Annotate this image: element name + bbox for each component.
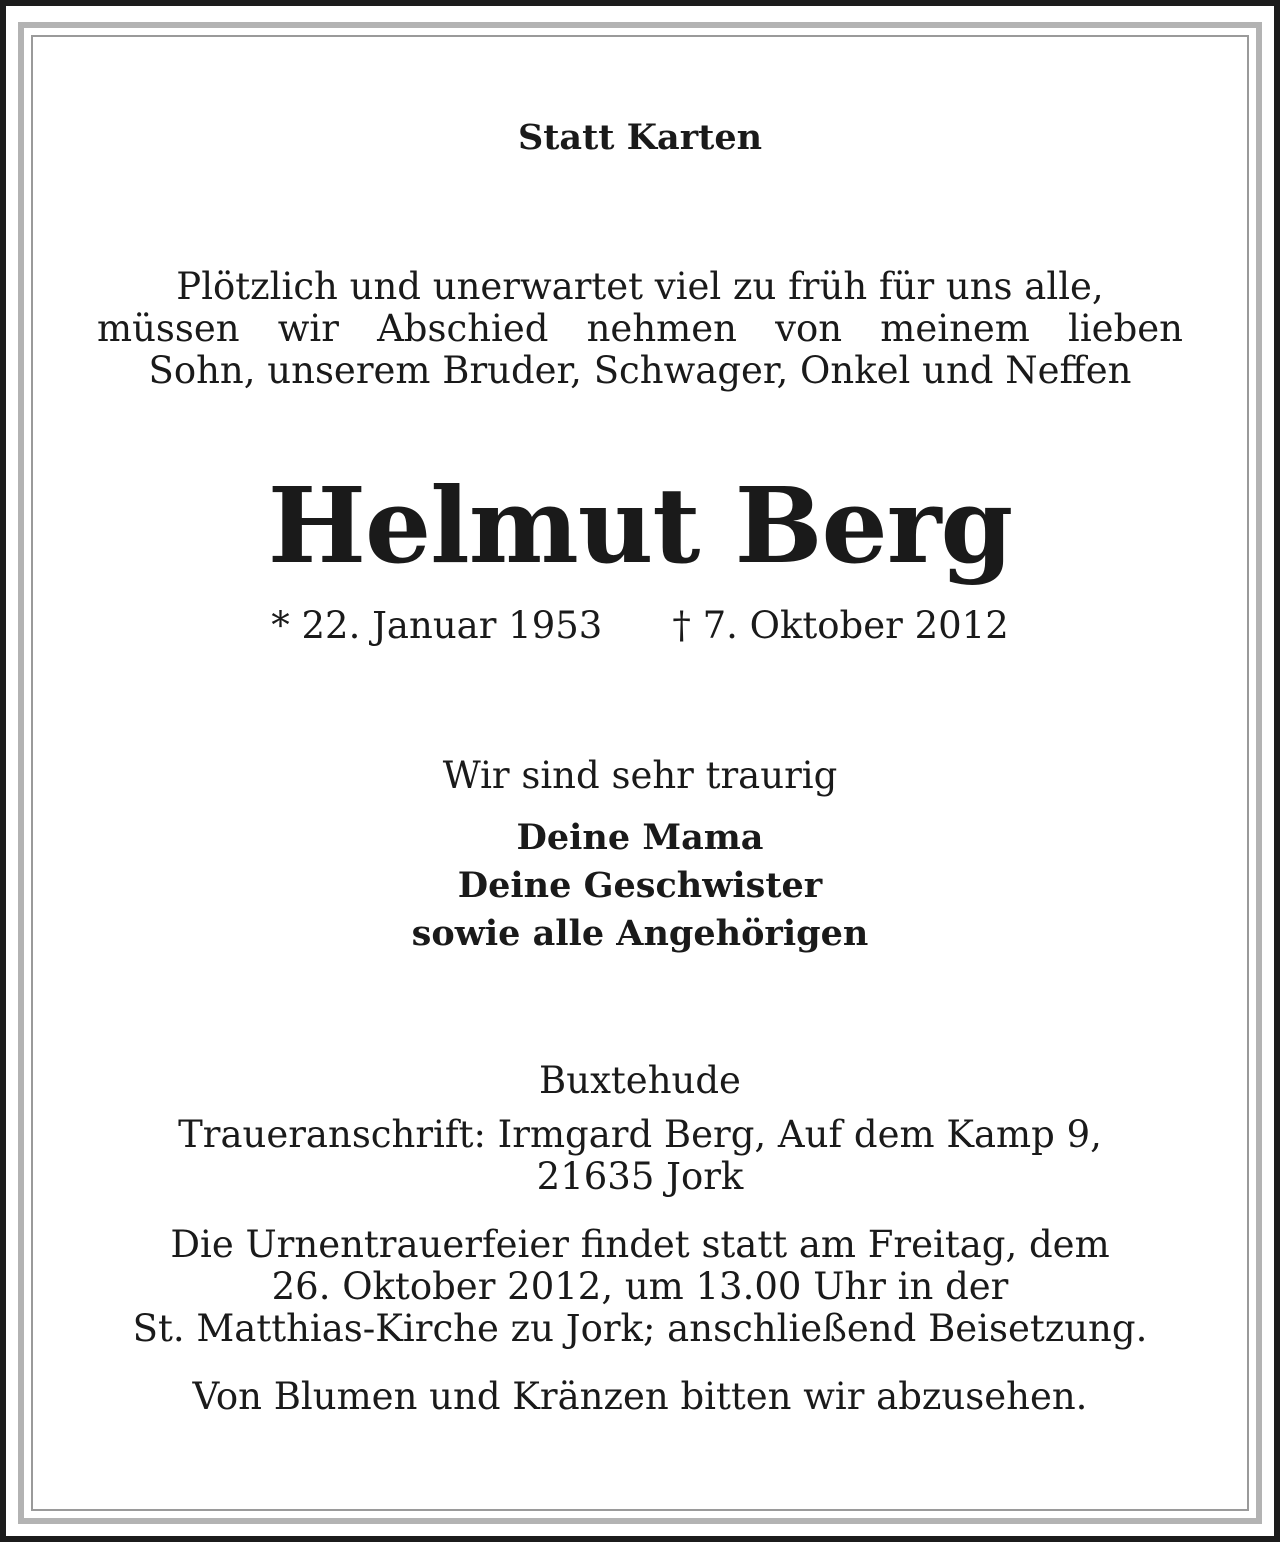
flowers-request: Von Blumen und Kränzen bitten wir abzusehen. [192, 1375, 1088, 1418]
signer-3: sowie alle Angehörigen [411, 913, 869, 954]
address-line-1: Traueranschrift: Irmgard Berg, Auf dem Kamp 9, [178, 1113, 1102, 1156]
header-statt-karten: Statt Karten [517, 117, 763, 158]
address-line-2: 21635 Jork [536, 1155, 744, 1198]
death-date: † 7. Oktober 2012 [672, 604, 1009, 647]
intro-line-3: Sohn, unserem Bruder, Schwager, Onkel und Neffen [148, 349, 1132, 392]
service-line-2: 26. Oktober 2012, um 13.00 Uhr in der [271, 1265, 1009, 1308]
intro-line-1: Plötzlich und unerwartet viel zu früh für uns alle, [176, 265, 1104, 308]
birth-date: * 22. Januar 1953 [271, 604, 603, 647]
deceased-name: Helmut Berg [267, 464, 1013, 587]
signer-1: Deine Mama [516, 817, 764, 858]
place: Buxtehude [539, 1059, 741, 1102]
life-dates [0, 604, 1280, 648]
grief-statement: Wir sind sehr traurig [442, 754, 838, 797]
service-line-1: Die Urnentrauerfeier findet statt am Freitag, dem [170, 1223, 1110, 1266]
intro-line-2: müssen wir Abschied nehmen von meinem lieben [97, 307, 1183, 350]
signer-2: Deine Geschwister [457, 865, 823, 906]
service-line-3: St. Matthias-Kirche zu Jork; anschließend Beisetzung. [132, 1307, 1148, 1350]
